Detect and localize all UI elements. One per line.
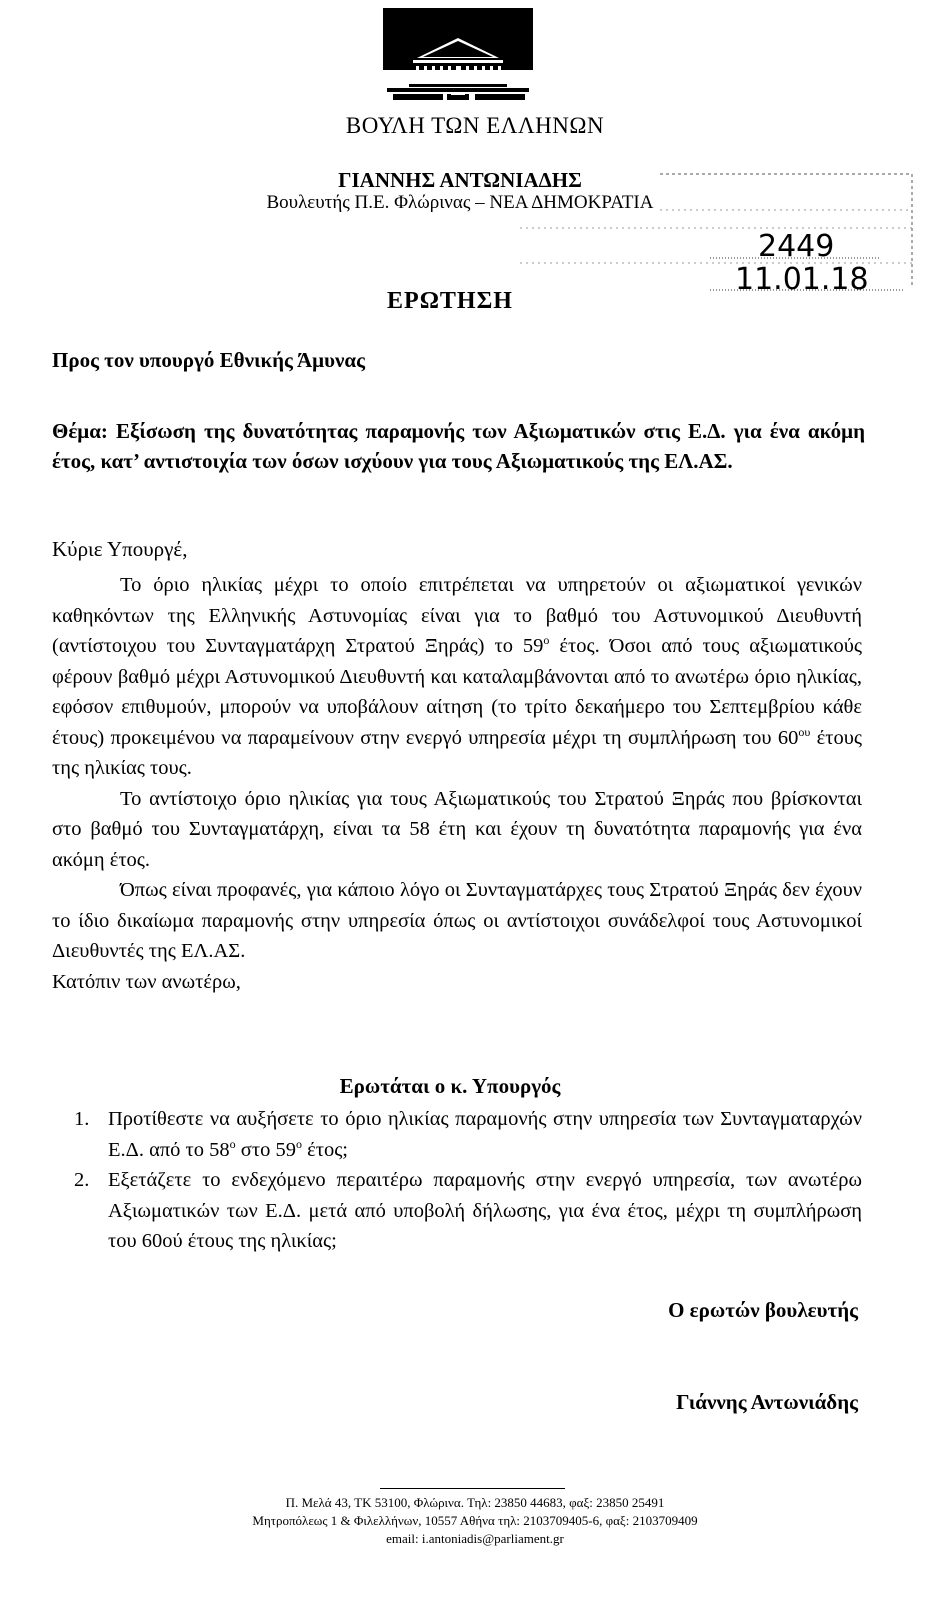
question-1-text-a: Προτίθεστε να αυξήσετε το όριο ηλικίας παραμονής στην υπηρεσία των Συνταγματαρχών Ε.Δ. από το 58 xyxy=(108,1108,862,1161)
stamp-date: 11.01.18 xyxy=(735,262,869,297)
question-item xyxy=(52,1165,862,1257)
paragraph-1 xyxy=(52,570,862,784)
parliament-name: ΒΟΥΛΗ ΤΩΝ ΕΛΛΗΝΩΝ xyxy=(345,113,605,138)
p1-superscript-1: ο xyxy=(543,633,550,648)
p1-superscript-2: ου xyxy=(798,724,811,739)
question-1-superscript-2: ο xyxy=(295,1136,302,1151)
question-number: 2. xyxy=(74,1169,90,1191)
question-1-text-c: έτος; xyxy=(301,1138,349,1161)
footer-address-florina: Π. Μελά 43, ΤΚ 53100, Φλώρινα. Τηλ: 23850 44683, φαξ: 23850 25491 xyxy=(285,1495,665,1510)
p1-text-a: Το όριο ηλικίας μέχρι το οποίο επιτρέπεται να υπηρετούν οι αξιωματικοί γενικών καθηκόντων της Ελληνικής Αστυνομίας είναι για το βαθμό του Αστυνομικού Διευθυντή (αντίστοιχου του Συνταγματάρχη Στρατού Ξηράς) το 59 xyxy=(52,574,862,657)
question-1-text-b: στο 59 xyxy=(235,1138,296,1161)
footer-divider xyxy=(380,1488,565,1489)
p1-text-c: έτους της ηλικίας τους. xyxy=(52,726,863,779)
question-heading: Ερωτάται ο κ. Υπουργός xyxy=(339,1074,561,1098)
questions-list xyxy=(52,1104,862,1257)
question-item xyxy=(52,1104,862,1165)
question-1-superscript-1: ο xyxy=(229,1136,236,1151)
paragraph-4: Κατόπιν των ανωτέρω, xyxy=(52,970,241,993)
paragraph-2: Το αντίστοιχο όριο ηλικίας για τους Αξιωματικούς του Στρατού Ξηράς που βρίσκονται στο βαθμό του Συνταγματάρχη, είναι τα 58 έτη και έχουν τη δυνατότητα παραμονής για ένα ακόμη έτος. xyxy=(52,787,862,871)
signature-name: Γιάννης Αντωνιάδης xyxy=(676,1390,858,1414)
footer-email: email: i.antoniadis@parliament.gr xyxy=(386,1531,564,1546)
mp-role: Βουλευτής Π.Ε. Φλώρινας – ΝΕΑ ΔΗΜΟΚΡΑΤΙΑ xyxy=(266,192,654,213)
document-title: ΕΡΩΤΗΣΗ xyxy=(387,288,513,314)
mp-name: ΓΙΑΝΝΗΣ ΑΝΤΩΝΙΑΔΗΣ xyxy=(338,168,582,192)
question-2-text: Εξετάζετε το ενδεχόμενο περαιτέρω παραμονής στην ενεργό υπηρεσία, των ανωτέρω Αξιωματικών των Ε.Δ. μετά από υποβολή δήλωσης, για ένα έτος, μέχρι τη συμπλήρωση του 60ού έτους της ηλικίας; xyxy=(108,1169,862,1252)
paragraph-3: Όπως είναι προφανές, για κάποιο λόγο οι Συνταγματάρχες τους Στρατού Ξηράς δεν έχουν το ίδιο δικαίωμα παραμονής στην υπηρεσία όπως οι αντίστοιχοι συνάδελφοί τους Αστυνομικοί Διευθυντές της ΕΛ.ΑΣ. xyxy=(52,879,862,962)
parliament-emblem-icon xyxy=(383,8,533,104)
footer xyxy=(0,1494,950,1548)
footer-address-athens: Μητροπόλεως 1 & Φιλελλήνων, 10557 Αθήνα τηλ: 2103709405-6, φαξ: 2103709409 xyxy=(252,1513,698,1528)
recipient: Προς τον υπουργό Εθνικής Άμυνας xyxy=(52,348,365,372)
greeting: Κύριε Υπουργέ, xyxy=(52,537,188,561)
registration-stamp xyxy=(520,168,915,298)
subject: Θέμα: Εξίσωση της δυνατότητας παραμονής των Αξιωματικών στις Ε.Δ. για ένα ακόμη έτος, κατ’ αντιστοιχία των όσων ισχύουν για τους Αξιωματικούς της ΕΛ.ΑΣ. xyxy=(52,419,865,473)
p1-text-b: έτος. Όσοι από τους αξιωματικούς φέρουν βαθμό μέχρι Αστυνομικού Διευθυντή και καταλαμβάνονται από το ανωτέρω όριο ηλικίας, εφόσον επιθυμούν, μπορούν να υποβάλουν αίτηση (το τρίτο δεκαήμερο του Σεπτεμβρίου κάθε έτους) προκειμένου να παραμείνουν στην ενεργό υπηρεσία μέχρι τη συμπλήρωση του 60 xyxy=(52,635,862,749)
question-number: 1. xyxy=(74,1108,90,1130)
stamp-number: 2449 xyxy=(758,229,835,264)
signoff: Ο ερωτών βουλευτής xyxy=(668,1298,858,1322)
body-text xyxy=(52,570,862,997)
